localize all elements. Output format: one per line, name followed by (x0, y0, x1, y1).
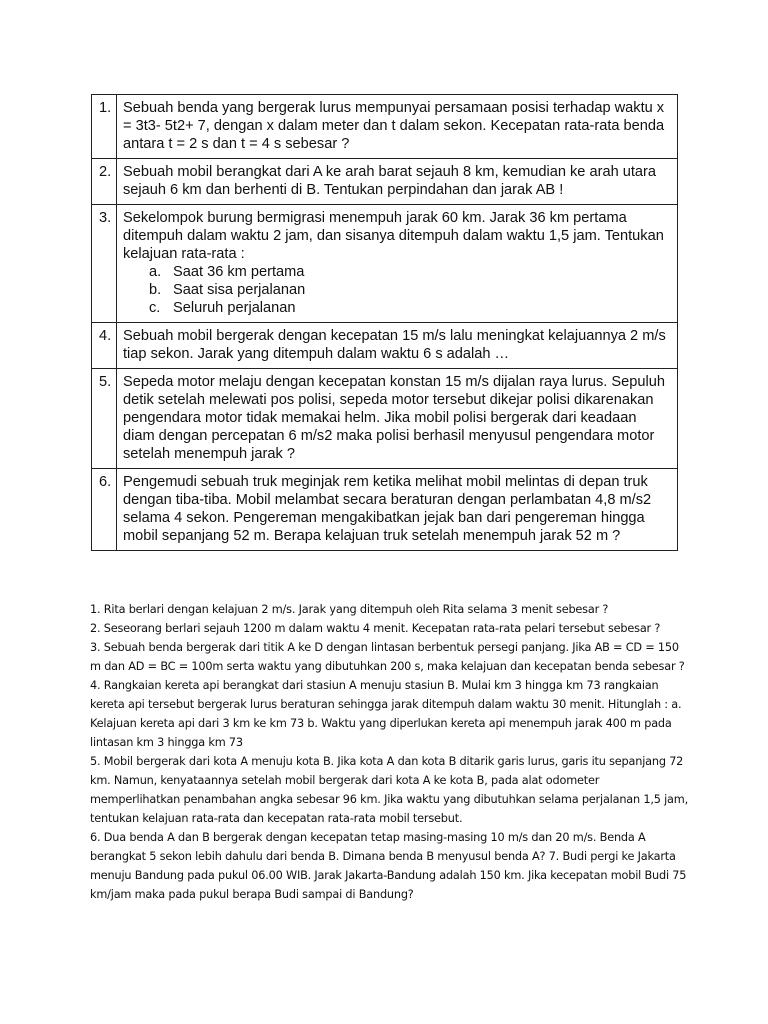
question-number: 3. (92, 205, 117, 323)
question-text: Sekelompok burung bermigrasi menempuh jarak 60 km. Jarak 36 km pertama ditempuh dalam waktu 2 jam, dan sisanya ditempuh dalam waktu 1,5 jam. Tentukan kelajuan rata-rata : a. Saat 36 km pertama b. Saat sisa perjalanan c. Seluruh perjalanan (117, 205, 678, 323)
question-number: 5. (92, 369, 117, 469)
list-item: 1. Rita berlari dengan kelajuan 2 m/s. Jarak yang ditempuh oleh Rita selama 3 menit sebesar ? (90, 603, 609, 616)
list-item: 2. Seseorang berlari sejauh 1200 m dalam waktu 4 menit. Kecepatan rata-rata pelari tersebut sebesar ? (90, 622, 661, 635)
question-text: Sepeda motor melaju dengan kecepatan konstan 15 m/s dijalan raya lurus. Sepuluh detik setelah melewati pos polisi, sepeda motor tersebut dikejar polisi dikarenakan pengendara motor tidak memakai helm. Jika mobil polisi bergerak dari keadaan diam dengan percepatan 6 m/s2 maka polisi berhasil menyusul pengendara motor setelah menempuh jarak ? (117, 369, 678, 469)
question-table (91, 94, 678, 551)
question-text: Pengemudi sebuah truk meginjak rem ketika melihat mobil melintas di depan truk dengan tiba-tiba. Mobil melambat secara beraturan dengan perlambatan 4,8 m/s2 selama 4 sekon. Pengereman mengakibatkan jejak ban dari pengereman hingga mobil sepanjang 52 m. Berapa kelajuan truk setelah menempuh jarak 52 m ? (117, 469, 678, 551)
option-item: b. Saat sisa perjalanan (149, 282, 306, 298)
table-row (92, 159, 678, 205)
option-item: a. Saat 36 km pertama (149, 264, 305, 280)
list-item: 6. Dua benda A dan B bergerak dengan kecepatan tetap masing-masing 10 m/s dan 20 m/s. Benda A berangkat 5 sekon lebih dahulu dari benda B. Dimana benda B menyusul benda A? 7. Budi pergi ke Jakarta menuju Bandung pada pukul 06.00 WIB. Jarak Jakarta-Bandung adalah 150 km. Jika kecepatan mobil Budi 75 km/jam maka pada pukul berapa Budi sampai di Bandung? (90, 831, 687, 901)
table-row (92, 323, 678, 369)
question-number: 1. (92, 95, 117, 159)
option-item: c. Seluruh perjalanan (149, 300, 296, 316)
question-text: Sebuah benda yang bergerak lurus mempunyai persamaan posisi terhadap waktu x = 3t3- 5t2+ 7, dengan x dalam meter dan t dalam sekon. Kecepatan rata-rata benda antara t = 2 s dan t = 4 s sebesar ? (117, 95, 678, 159)
option-list (123, 263, 671, 317)
question-number: 4. (92, 323, 117, 369)
list-item: 4. Rangkaian kereta api berangkat dari stasiun A menuju stasiun B. Mulai km 3 hingga km 73 rangkaian kereta api tersebut bergerak lurus beraturan sehingga jarak ditempuh dalam waktu 30 menit. Hitunglah : a. Kelajuan kereta api dari 3 km ke km 73 b. Waktu yang diperlukan kereta api menempuh jarak 400 m pada lintasan km 3 hingga km 73 (90, 679, 682, 749)
list-item: 5. Mobil bergerak dari kota A menuju kota B. Jika kota A dan kota B ditarik garis lurus, garis itu sepanjang 72 km. Namun, kenyataannya setelah mobil bergerak dari kota A ke kota B, pada alat odometer memperlihatkan penambahan angka sebesar 96 km. Jika waktu yang dibutuhkan selama perjalanan 1,5 jam, tentukan kelajuan rata-rata dan kecepatan rata-rata mobil tersebut. (90, 755, 688, 825)
list-item: 3. Sebuah benda bergerak dari titik A ke D dengan lintasan berbentuk persegi panjang. Jika AB = CD = 150 m dan AD = BC = 100m serta waktu yang dibutuhkan 200 s, maka kelajuan dan kecepatan benda sebesar ? (90, 641, 685, 673)
table-row (92, 205, 678, 323)
table-row (92, 369, 678, 469)
practice-list (90, 600, 690, 904)
table-row (92, 95, 678, 159)
question-text: Sebuah mobil berangkat dari A ke arah barat sejauh 8 km, kemudian ke arah utara sejauh 6 km dan berhenti di B. Tentukan perpindahan dan jarak AB ! (117, 159, 678, 205)
question-number: 2. (92, 159, 117, 205)
question-number: 6. (92, 469, 117, 551)
table-row (92, 469, 678, 551)
question-text: Sebuah mobil bergerak dengan kecepatan 15 m/s lalu meningkat kelajuannya 2 m/s tiap sekon. Jarak yang ditempuh dalam waktu 6 s adalah … (117, 323, 678, 369)
